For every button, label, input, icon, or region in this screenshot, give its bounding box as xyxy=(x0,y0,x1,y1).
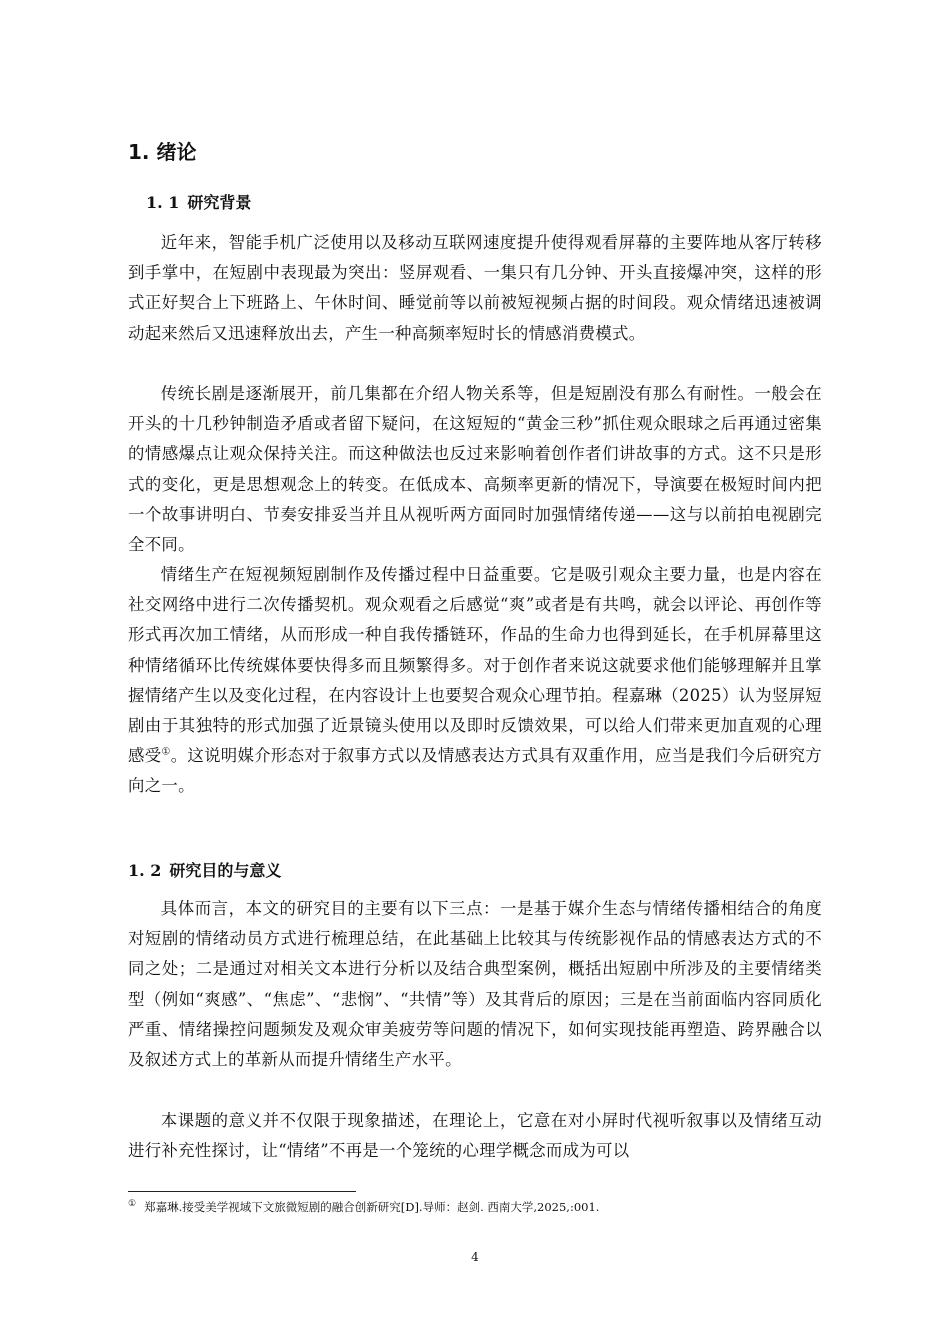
paragraph-text: 情绪生产在短视频短剧制作及传播过程中日益重要。它是吸引观众主要力量，也是内容在社交网络中进行二次传播契机。观众观看之后感觉“爽”或者是有共鸣，就会以评论、再创作等形式再次加工情绪，从而形成一种自我传播链环，作品的生命力也得到延长，在手机屏幕里这种情绪循环比传统媒体要快得多而且频繁得多。对于创作者来说这就要求他们能够理解并且掌握情绪产生以及变化过程，在内容设计上也要契合观众心理节拍。程嘉琳（2025）认为竖屏短剧由于其独特的形式加强了近景镜头使用以及即时反馈效果，可以给人们带来更加直观的心理感受 xyxy=(128,565,822,766)
footnote xyxy=(128,1198,828,1216)
section-title: 研究目的与意义 xyxy=(169,861,282,880)
paragraph-text-tail: 。这说明媒介形态对于叙事方式以及情感表达方式具有双重作用，应当是我们今后研究方向之一。 xyxy=(128,746,822,796)
footnote-separator xyxy=(128,1191,356,1192)
section-title: 研究背景 xyxy=(187,193,252,212)
page-number: 4 xyxy=(471,1250,479,1264)
section-number: 1. 2 xyxy=(128,861,162,880)
body-paragraph-with-citation xyxy=(128,560,822,802)
footnote-mark: ① xyxy=(128,1199,137,1210)
body-paragraph: 传统长剧是逐渐展开，前几集都在介绍人物关系等，但是短剧没有那么有耐性。一般会在开头的十几秒钟制造矛盾或者留下疑问，在这短短的“黄金三秒”抓住观众眼球之后再通过密集的情感爆点让观众保持关注。而这种做法也反过来影响着创作者们讲故事的方式。这不只是形式的变化，更是思想观念上的转变。在低成本、高频率更新的情况下，导演要在极短时间内把一个故事讲明白、节奏安排妥当并且从视听两方面同时加强情绪传递——这与以前拍电视剧完全不同。 xyxy=(128,384,822,555)
section-heading-purpose xyxy=(128,858,281,884)
footnote-text: 郑嘉琳.接受美学视域下文旅微短剧的融合创新研究[D].导师：赵剑. 西南大学,2025,:001. xyxy=(144,1200,600,1214)
chapter-title: 1. 绪论 xyxy=(128,140,197,164)
body-paragraph: 近年来，智能手机广泛使用以及移动互联网速度提升使得观看屏幕的主要阵地从客厅转移到手掌中，在短剧中表现最为突出：竖屏观看、一集只有几分钟、开头直接爆冲突，这样的形式正好契合上下班路上、午休时间、睡觉前等以前被短视频占据的时间段。观众情绪迅速被调动起来然后又迅速释放出去，产生一种高频率短时长的情感消费模式。 xyxy=(128,233,822,343)
section-heading-background xyxy=(146,190,251,216)
body-paragraph: 具体而言，本文的研究目的主要有以下三点：一是基于媒介生态与情绪传播相结合的角度对短剧的情绪动员方式进行梳理总结，在此基础上比较其与传统影视作品的情感表达方式的不同之处；二是通过对相关文本进行分析以及结合典型案例，概括出短剧中所涉及的主要情绪类型（例如“爽感”、“焦虑”、“悲悯”、“共情”等）及其背后的原因；三是在当前面临内容同质化严重、情绪操控问题频发及观众审美疲劳等问题的情况下，如何实现技能再塑造、跨界融合以及叙述方式上的革新从而提升情绪生产水平。 xyxy=(128,899,822,1070)
section-number: 1. 1 xyxy=(146,193,180,212)
footnote-reference[interactable]: ① xyxy=(161,746,171,758)
body-paragraph: 本课题的意义并不仅限于现象描述，在理论上，它意在对小屏时代视听叙事以及情绪互动进行补充性探讨，让“情绪”不再是一个笼统的心理学概念而成为可以 xyxy=(128,1111,822,1161)
